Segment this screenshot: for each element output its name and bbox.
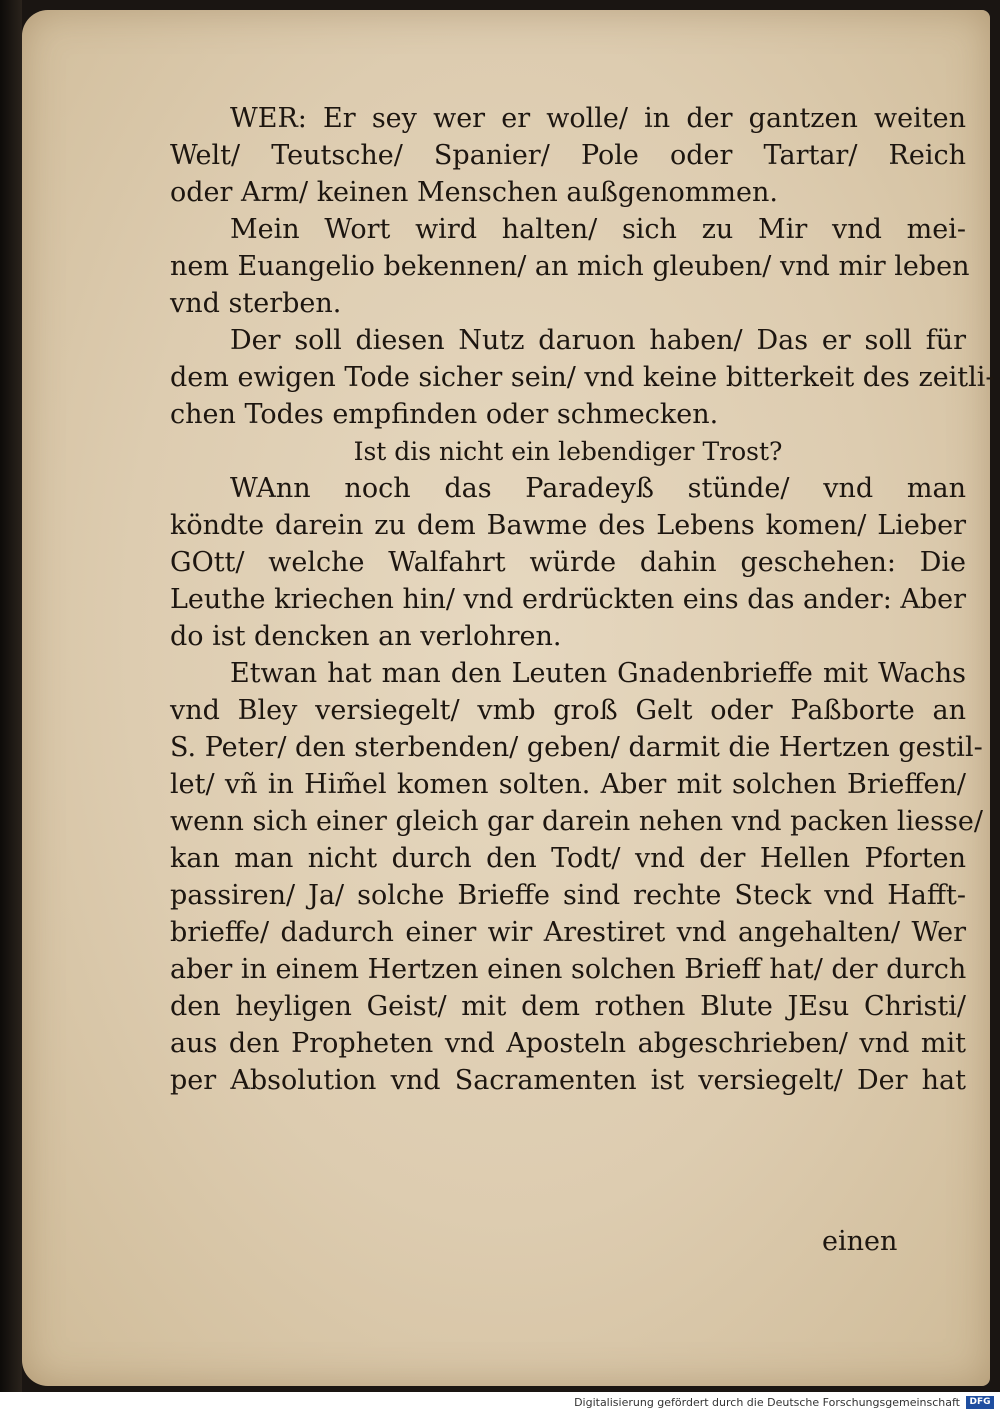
text-line: Welt/ Teutsche/ Spanier/ Pole oder Tartar/ Reich (170, 140, 966, 171)
text-line: WER: Er sey wer er wolle/ in der gantzen weiten (230, 103, 966, 134)
text-line: Der soll diesen Nutz daruon haben/ Das er soll für (230, 325, 966, 356)
text-line: Mein Wort wird halten/ sich zu Mir vnd mei- (230, 214, 966, 245)
text-line: wenn sich einer gleich gar darein nehen vnd packen liesse/ (170, 806, 983, 837)
text-line: oder Arm/ keinen Menschen außgenommen. (170, 177, 778, 208)
text-line: Ist dis nicht ein lebendiger Trost? (353, 437, 783, 466)
text-line: Etwan hat man den Leuten Gnadenbrieffe mit Wachs (230, 658, 966, 689)
text-line: aus den Propheten vnd Aposteln abgeschrieben/ vnd mit (170, 1028, 966, 1059)
text-line: chen Todes empfinden oder schmecken. (170, 399, 719, 430)
text-line: do ist dencken an verlohren. (170, 621, 562, 652)
text-line: dem ewigen Tode sicher sein/ vnd keine bitterkeit des zeitli- (170, 362, 995, 393)
text-line: aber in einem Hertzen einen solchen Brieff hat/ der durch (170, 954, 967, 985)
text-line: brieffe/ dadurch einer wir Arestiret vnd angehalten/ Wer (170, 917, 966, 948)
text-line: vnd sterben. (170, 288, 342, 319)
text-line: köndte darein zu dem Bawme des Lebens komen/ Lieber (170, 510, 966, 541)
page-body-text (170, 100, 995, 1099)
text-line: per Absolution vnd Sacramenten ist versiegelt/ Der hat (170, 1065, 966, 1096)
dfg-logo-icon: DFG (966, 1396, 994, 1409)
text-line: passiren/ Ja/ solche Brieffe sind rechte Steck vnd Hafft- (170, 880, 966, 911)
text-line: vnd Bley versiegelt/ vmb groß Gelt oder Paßborte an (170, 695, 966, 726)
text-line: let/ vñ in Him̃el komen solten. Aber mit solchen Brieffen/ (170, 769, 966, 800)
text-line: nem Euangelio bekennen/ an mich gleuben/ vnd mir leben (170, 251, 970, 282)
text-line: GOtt/ welche Walfahrt würde dahin geschehen: Die (170, 547, 966, 578)
text-line: Leuthe kriechen hin/ vnd erdrückten eins das ander: Aber (170, 584, 967, 615)
text-line: WAnn noch das Paradeyß stünde/ vnd man (230, 473, 966, 504)
text-line: S. Peter/ den sterbenden/ geben/ darmit die Hertzen gestil- (170, 732, 983, 763)
book-binding-edge (0, 0, 22, 1392)
text-line: kan man nicht durch den Todt/ vnd der Hellen Pforten (170, 843, 966, 874)
footer-bar (0, 1392, 1000, 1414)
catchword: einen (822, 1226, 898, 1257)
text-line: den heyligen Geist/ mit dem rothen Blute JEsu Christi/ (170, 991, 966, 1022)
funding-credit: Digitalisierung gefördert durch die Deutsche Forschungsgemeinschaft (574, 1396, 960, 1409)
